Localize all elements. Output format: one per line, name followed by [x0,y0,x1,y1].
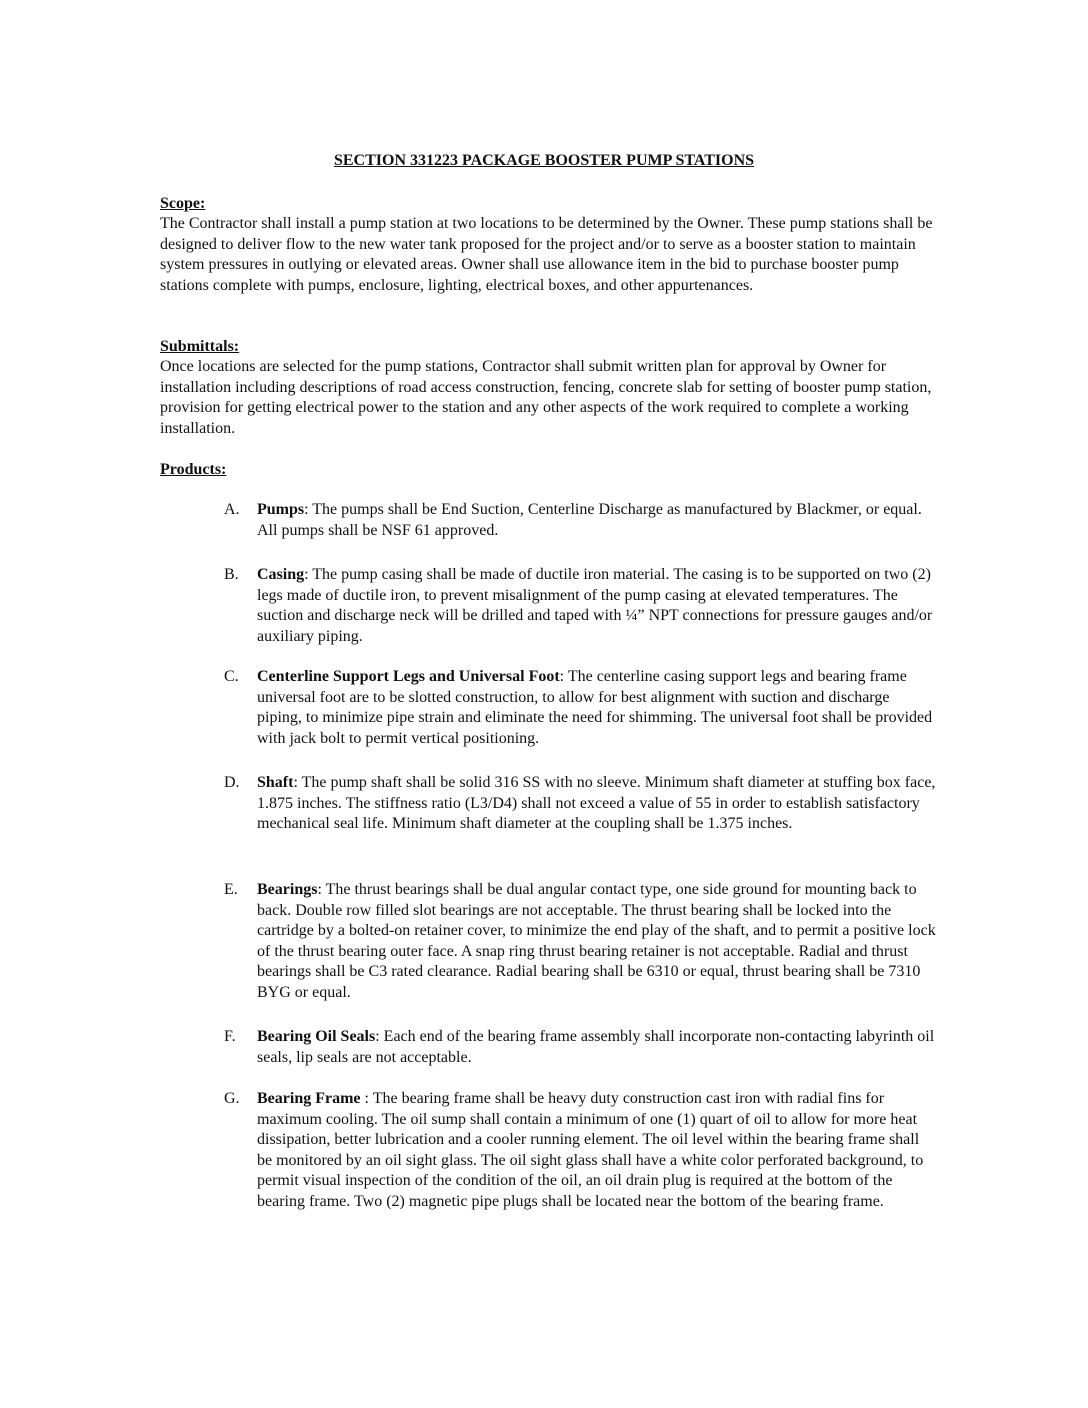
submittals-section [160,337,935,439]
item-term: Bearing Oil Seals [257,1028,376,1045]
item-term: Bearings [257,881,318,898]
item-text: : The pumps shall be End Suction, Centerline Discharge as manufactured by Blackmer, or equal. All pumps shall be NSF 61 approved. [257,501,922,539]
scope-heading: Scope: [160,195,206,212]
item-letter: E. [224,881,238,898]
item-term: Shaft [257,774,294,791]
list-item [224,667,936,749]
products-heading: Products: [160,461,227,478]
item-term: Pumps [257,501,305,518]
list-item [224,1089,936,1212]
item-letter: B. [224,566,239,583]
item-letter: C. [224,668,239,685]
list-item [224,880,936,1003]
item-text: : Each end of the bearing frame assembly shall incorporate non-contacting labyrinth oil seals, lip seals are not acceptable. [257,1028,935,1066]
item-text: : The pump shaft shall be solid 316 SS with no sleeve. Minimum shaft diameter at stuffing box face, 1.875 inches. The stiffness ratio (L3/D4) shall not exceed a value of 55 in order to establish satisfactory mechanical seal life. Minimum shaft diameter at the coupling shall be 1.375 inches. [257,774,936,832]
item-letter: A. [224,501,240,518]
item-text: : The thrust bearings shall be dual angular contact type, one side ground for mounting back to back. Double row filled slot bearings are not acceptable. The thrust bearing shall be locked into the cartridge by a bolted-on retainer cover, to minimize the end play of the shaft, and to permit a positive lock of the thrust bearing outer face. A snap ring thrust bearing retainer is not acceptable. Radial and thrust bearings shall be C3 rated clearance. Radial bearing shall be 6310 or equal, thrust bearing shall be 7310 BYG or equal. [257,881,936,1001]
list-item [224,773,936,835]
list-item [224,500,936,541]
products-section [160,460,935,480]
item-letter: G. [224,1090,240,1107]
list-item [224,565,936,647]
scope-text: The Contractor shall install a pump station at two locations to be determined by the Owner. These pump stations shall be designed to deliver flow to the new water tank proposed for the project and/or to serve as a booster station to maintain system pressures in outlying or elevated areas. Owner shall use allowance item in the bid to purchase booster pump stations complete with pumps, enclosure, lighting, electrical boxes, and other appurtenances. [160,215,933,294]
list-item [224,1027,936,1068]
page-title: SECTION 331223 PACKAGE BOOSTER PUMP STATIONS [333,152,755,169]
item-letter: F. [224,1028,236,1045]
item-text: : The bearing frame shall be heavy duty construction cast iron with radial fins for maximum cooling. The oil sump shall contain a minimum of one (1) quart of oil to allow for more heat dissipation, better lubrication and a cooler running element. The oil level within the bearing frame shall be monitored by an oil sight glass. The oil sight glass shall have a white color perforated background, to permit visual inspection of the condition of the oil, an oil drain plug is required at the bottom of the bearing frame. Two (2) magnetic pipe plugs shall be located near the bottom of the bearing frame. [257,1090,924,1210]
item-text: : The centerline casing support legs and bearing frame universal foot are to be slotted construction, to allow for best alignment with suction and discharge piping, to minimize pipe strain and eliminate the need for shimming. The universal foot shall be provided with jack bolt to permit vertical positioning. [257,668,933,747]
item-term: Casing [257,566,305,583]
item-letter: D. [224,774,240,791]
item-text: : The pump casing shall be made of ductile iron material. The casing is to be supported on two (2) legs made of ductile iron, to prevent misalignment of the pump casing at elevated temperatures. The suction and discharge neck will be drilled and taped with ¼” NPT connections for pressure gauges and/or auxiliary piping. [257,566,933,645]
submittals-heading: Submittals: [160,338,240,355]
scope-section [160,194,935,296]
item-term: Centerline Support Legs and Universal Foot [257,668,560,685]
submittals-text: Once locations are selected for the pump stations, Contractor shall submit written plan for approval by Owner for installation including descriptions of road access construction, fencing, concrete slab for setting of booster pump station, provision for getting electrical power to the station and any other aspects of the work required to complete a working installation. [160,358,932,437]
item-term: Bearing Frame [257,1090,361,1107]
